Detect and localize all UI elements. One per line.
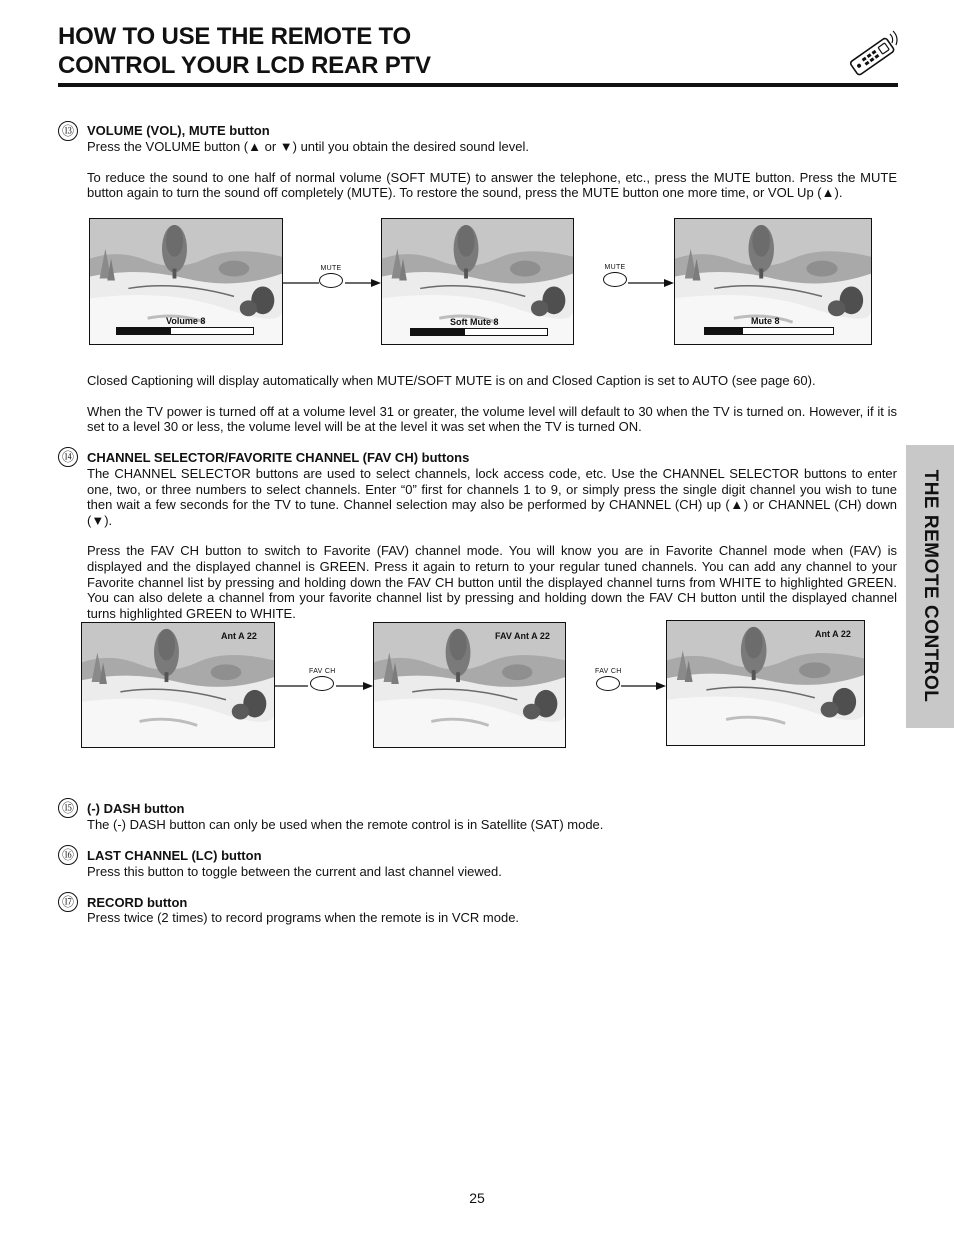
fav-ch-button-label: FAV CH — [309, 668, 336, 675]
section-13-number: ⑬ — [58, 121, 78, 141]
mute-button-label: MUTE — [604, 264, 626, 271]
section-16-body — [87, 864, 897, 880]
side-tab-label: THE REMOTE CONTROL — [920, 469, 941, 703]
channel-label: Ant A 22 — [815, 629, 851, 639]
tv-screen-mute — [674, 218, 872, 345]
page-title-line1: HOW TO USE THE REMOTE TO — [58, 23, 411, 50]
remote-control-icon — [844, 26, 902, 80]
section-13-para-3: Closed Captioning will display automatically when MUTE/SOFT MUTE is on and Closed Caption is set to AUTO (see page 60). — [87, 373, 816, 388]
volume-bar — [704, 327, 834, 335]
section-13-para-4: When the TV power is turned off at a volume level 31 or greater, the volume level will default to 30 when the TV is turned on. However, if it is set to a level 30 or less, the volume level will be at the level it was set when the TV is turned ON. — [87, 403, 897, 435]
title-rule — [58, 83, 898, 87]
section-15-number: ⑮ — [58, 798, 78, 818]
tv-screen-soft-mute — [381, 218, 574, 345]
arrow-right-icon — [566, 680, 666, 692]
section-17-para-1: Press twice (2 times) to record programs when the remote is in VCR mode. — [87, 910, 520, 925]
section-15-body — [87, 817, 897, 833]
page-number: 25 — [469, 1190, 485, 1206]
mute-button-label: MUTE — [320, 265, 342, 272]
section-13-heading: VOLUME (VOL), MUTE button — [87, 123, 270, 138]
section-17-body — [87, 910, 897, 926]
volume-bar-fill — [705, 328, 743, 334]
section-16-para-1: Press this button to toggle between the current and last channel viewed. — [87, 864, 502, 879]
arrow-right-icon — [275, 680, 373, 692]
section-14-para-1: The CHANNEL SELECTOR buttons are used to select channels, lock access code, etc. Use the CHANNEL SELECTOR buttons to enter one, two, or three numbers to select channels. Enter “0” first for channels 1 to 9, or simply press the single digit channel you wish to tune then wait a few seconds for the TV to tune. Channel selection may also be performed by CHANNEL (CH) up (▲) or CHANNEL (CH) down (▼). — [87, 466, 897, 528]
osd-label: Volume 8 — [166, 316, 206, 326]
section-14-body — [87, 466, 897, 621]
volume-bar — [410, 328, 548, 336]
section-16-number: ⑯ — [58, 845, 78, 865]
osd-label: Mute 8 — [751, 316, 780, 326]
channel-label: FAV Ant A 22 — [495, 631, 550, 641]
page-title — [58, 22, 758, 80]
section-13-body-bottom — [87, 373, 897, 435]
section-13-para-1: Press the VOLUME button (▲ or ▼) until you obtain the desired sound level. — [87, 139, 529, 154]
section-13-para-2: To reduce the sound to one half of normal volume (SOFT MUTE) to answer the telephone, etc., press the MUTE button. Press the MUTE button again to turn the sound off completely (MUTE). To restore the sound, press the MUTE button one more time, or VOL Up (▲). — [87, 169, 897, 201]
section-14-para-2: Press the FAV CH button to switch to Favorite (FAV) channel mode. You will know you are in Favorite Channel mode when (FAV) is displayed and the displayed channel is GREEN. Press it again to return to your regular tuned channels. You can add any channel to your Favorite channel list by pressing and holding down the FAV CH button until the displayed channel turns from WHITE to highlighted GREEN. You can also delete a channel from your favorite channel list by pressing and holding down the FAV CH button until the displayed channel turns highlighted GREEN to WHITE. — [87, 543, 897, 621]
volume-bar-fill — [411, 329, 465, 335]
fav-ch-button-label: FAV CH — [595, 668, 622, 675]
section-14-number: ⑭ — [58, 447, 78, 467]
arrow-right-icon — [574, 277, 674, 289]
tv-screen-ant-a22-after — [666, 620, 865, 746]
tv-screen-volume — [89, 218, 283, 345]
section-17-number: ⑰ — [58, 892, 78, 912]
volume-bar — [116, 327, 254, 335]
tv-screen-ant-a22 — [81, 622, 275, 748]
side-tab — [906, 445, 954, 728]
section-15-heading: (-) DASH button — [87, 801, 185, 816]
section-13-body-top — [87, 139, 897, 201]
section-17-heading: RECORD button — [87, 895, 188, 910]
page-title-line2: CONTROL YOUR LCD REAR PTV — [58, 52, 431, 79]
volume-bar-fill — [117, 328, 171, 334]
section-15-para-1: The (-) DASH button can only be used when the remote control is in Satellite (SAT) mode. — [87, 817, 604, 832]
section-16-heading: LAST CHANNEL (LC) button — [87, 848, 262, 863]
section-14-heading: CHANNEL SELECTOR/FAVORITE CHANNEL (FAV CH) buttons — [87, 450, 470, 465]
channel-label: Ant A 22 — [221, 631, 257, 641]
tv-screen-fav-ant-a22 — [373, 622, 566, 748]
arrow-right-icon — [283, 277, 381, 289]
osd-label: Soft Mute 8 — [450, 317, 499, 327]
